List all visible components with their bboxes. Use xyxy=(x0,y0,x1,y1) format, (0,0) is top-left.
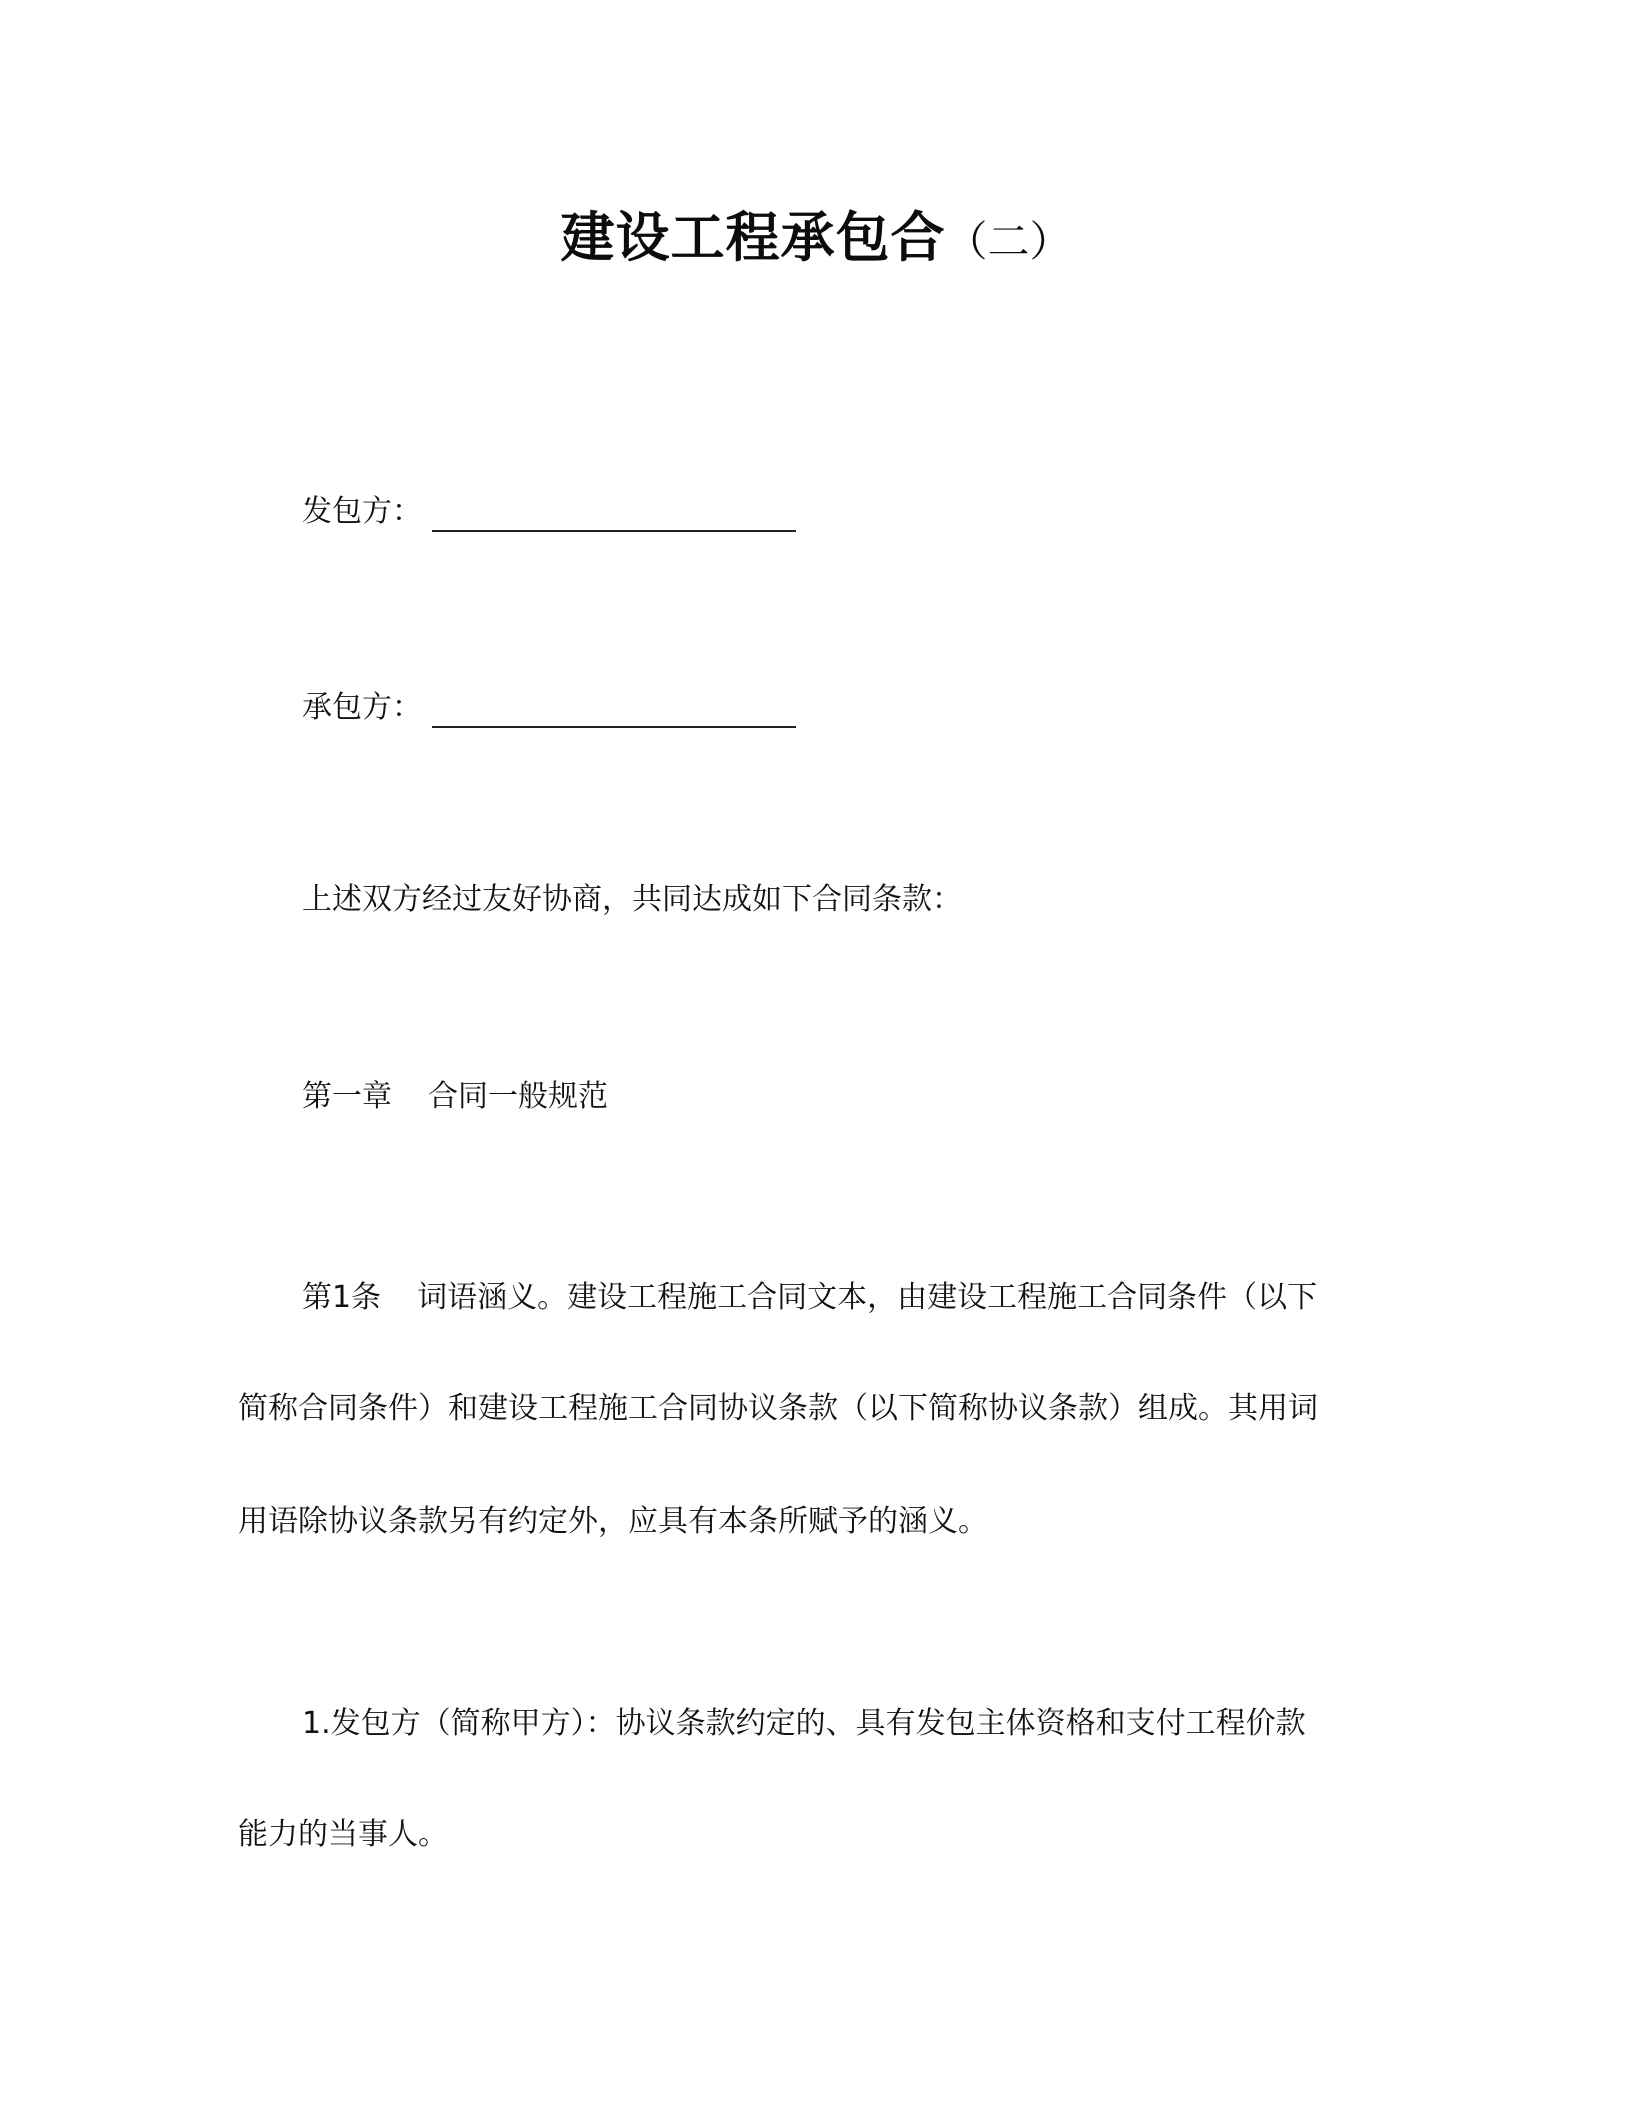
article1-line1 xyxy=(302,1278,1317,1318)
contractor-blank-line xyxy=(432,690,796,728)
employer-field xyxy=(302,482,796,532)
article1-text-1: 词语涵义。建设工程施工合同文本，由建设工程施工合同条件（以下 xyxy=(417,1280,1318,1315)
contractor-label: 承包方： xyxy=(302,690,422,725)
employer-blank-line xyxy=(432,494,796,532)
employer-label: 发包方： xyxy=(302,494,422,529)
title-main: 建设工程承包合 xyxy=(560,206,946,269)
document-title xyxy=(0,195,1632,272)
chapter-name: 合同一般规范 xyxy=(428,1079,608,1114)
item1-line1: 1.发包方（简称甲方）：协议条款约定的、具有发包主体资格和支付工程价款 xyxy=(302,1706,1306,1741)
article1-number: 第1条 xyxy=(302,1280,382,1315)
contractor-field xyxy=(302,678,796,728)
chapter-number: 第一章 xyxy=(302,1079,392,1114)
article1-line3: 用语除协议条款另有约定外，应具有本条所赋予的涵义。 xyxy=(238,1504,988,1539)
item1-line2: 能力的当事人。 xyxy=(238,1817,448,1852)
title-suffix: （二） xyxy=(945,217,1072,266)
chapter-heading xyxy=(302,1077,608,1117)
article1-line2: 简称合同条件）和建设工程施工合同协议条款（以下简称协议条款）组成。其用词 xyxy=(238,1391,1318,1426)
intro-paragraph: 上述双方经过友好协商，共同达成如下合同条款： xyxy=(302,882,962,917)
